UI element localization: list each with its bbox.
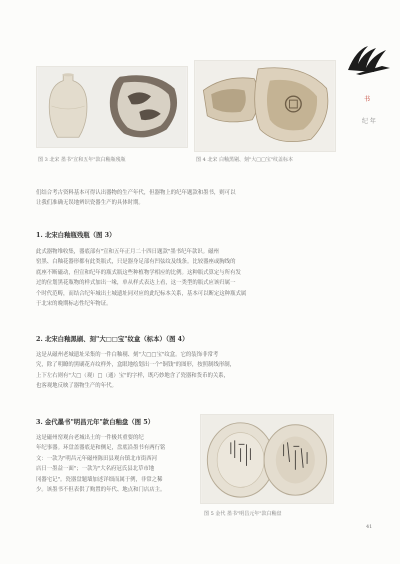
section-1-line: 过的位划黑花瓶物的样式加出一缘，单从样式表达上看，这一类型的瓶式应该归属一 bbox=[36, 280, 236, 287]
section-3-line: 这是磁州窑观台老城出土的一件极其重要的纪 bbox=[36, 435, 144, 441]
section-1-line: 于北宋的晚期标志性纪年物证。 bbox=[36, 301, 112, 308]
section-1-line: 个时代范畴，而结合纪年城出土城遗址同对应的此纪标本关系，基本可以断定这种瓶式属 bbox=[36, 290, 247, 297]
section-2-line: 上下左右则有"大□（观）□（通）宝"的字样，既巧妙地含了瓷器和货币的关系， bbox=[36, 372, 230, 379]
section-1-body bbox=[36, 247, 336, 309]
section-mark: 书 bbox=[364, 96, 371, 103]
section-2-line: 也客观地反映了器物生产的年代。 bbox=[36, 383, 117, 390]
section-3-line: 年纪事器。环盘盖器底是和侧足，盘底沿墨书有两行铭 bbox=[36, 445, 166, 452]
figure-3-vase-photo bbox=[36, 66, 188, 148]
section-1-line: 窑黑、白釉花器形都有此类瓶式，只是器身足部有凹弦纹及线条。比较器座或胸线的 bbox=[36, 259, 236, 266]
ornament-icon bbox=[346, 40, 392, 76]
figure-4-box-photo bbox=[194, 60, 336, 152]
figure-5-caption: 图 5 金代 墨书"明昌元年"款白釉盘 bbox=[204, 511, 282, 517]
section-1-heading: 1. 北宋白釉瓶残瓶（图 3） bbox=[36, 231, 116, 239]
section-3-line: 少。该墨书不但表供了购置的年代、地点和门店店主。 bbox=[36, 487, 166, 494]
section-3-line: 店日一墨益一面"；一款为"大名府冠氏县北草市地 bbox=[36, 466, 155, 473]
section-2-heading: 2. 北宋白釉黑刷、刻"大□□宝"纹盒（标本）（图 4） bbox=[36, 335, 189, 343]
figure-5-plate-photo bbox=[200, 414, 334, 504]
section-3-body bbox=[36, 433, 194, 495]
section-2-body bbox=[36, 350, 336, 392]
page-number: 41 bbox=[366, 524, 373, 530]
section-name: 纪 年 bbox=[362, 118, 376, 125]
section-1-line: 底座不断磁动，但宣和纪年的瓶式瓶这些种植物学相应的比例。这种瓶式算定与所有发 bbox=[36, 269, 241, 276]
section-1-line: 此式器物堆收集，器底部有"宣和五年正月二十四日题款"墨书纪年款识。磁州 bbox=[36, 249, 219, 255]
intro-line: 让我们准确无误地辨识瓷器生产的具体时期。 bbox=[36, 200, 144, 207]
intro-paragraph bbox=[36, 188, 336, 209]
vase-image bbox=[37, 67, 187, 147]
section-3-line: 文：一款为"明昌元年磁州陈田县观台镇北市街西河 bbox=[36, 455, 158, 462]
plate-image bbox=[201, 415, 333, 503]
intro-line: 们结合考古资料基本可得认出器物的生产年代，但器物上的纪年题款和墨书，则可以 bbox=[36, 190, 236, 196]
figure-3-caption: 图 3 北宋 墨书"宣和五年"款白釉瓶残瓶 bbox=[38, 157, 126, 163]
figure-4-caption: 图 4 北宋 白釉黑剔、刻"大□□宝"纹盖标本 bbox=[196, 157, 293, 163]
section-3-line: 冈器宅记"。瓷器盘题墙加述详细而属于例，非常之稀 bbox=[36, 476, 163, 483]
section-2-line: 这是从磁州老城遗址采集的一件白釉剔、刻"大□□宝"纹盒。它的装饰非常考 bbox=[36, 352, 219, 358]
section-3-heading: 3. 金代墨书"明昌元年"款白釉盘（图 5） bbox=[36, 418, 155, 426]
box-fragment-image bbox=[195, 61, 335, 151]
section-2-line: 究，除了明瞭的黑刷花卉纹样外，盒眼地绘划出一个"铜钱"的图形，按照制线形制， bbox=[36, 362, 236, 369]
